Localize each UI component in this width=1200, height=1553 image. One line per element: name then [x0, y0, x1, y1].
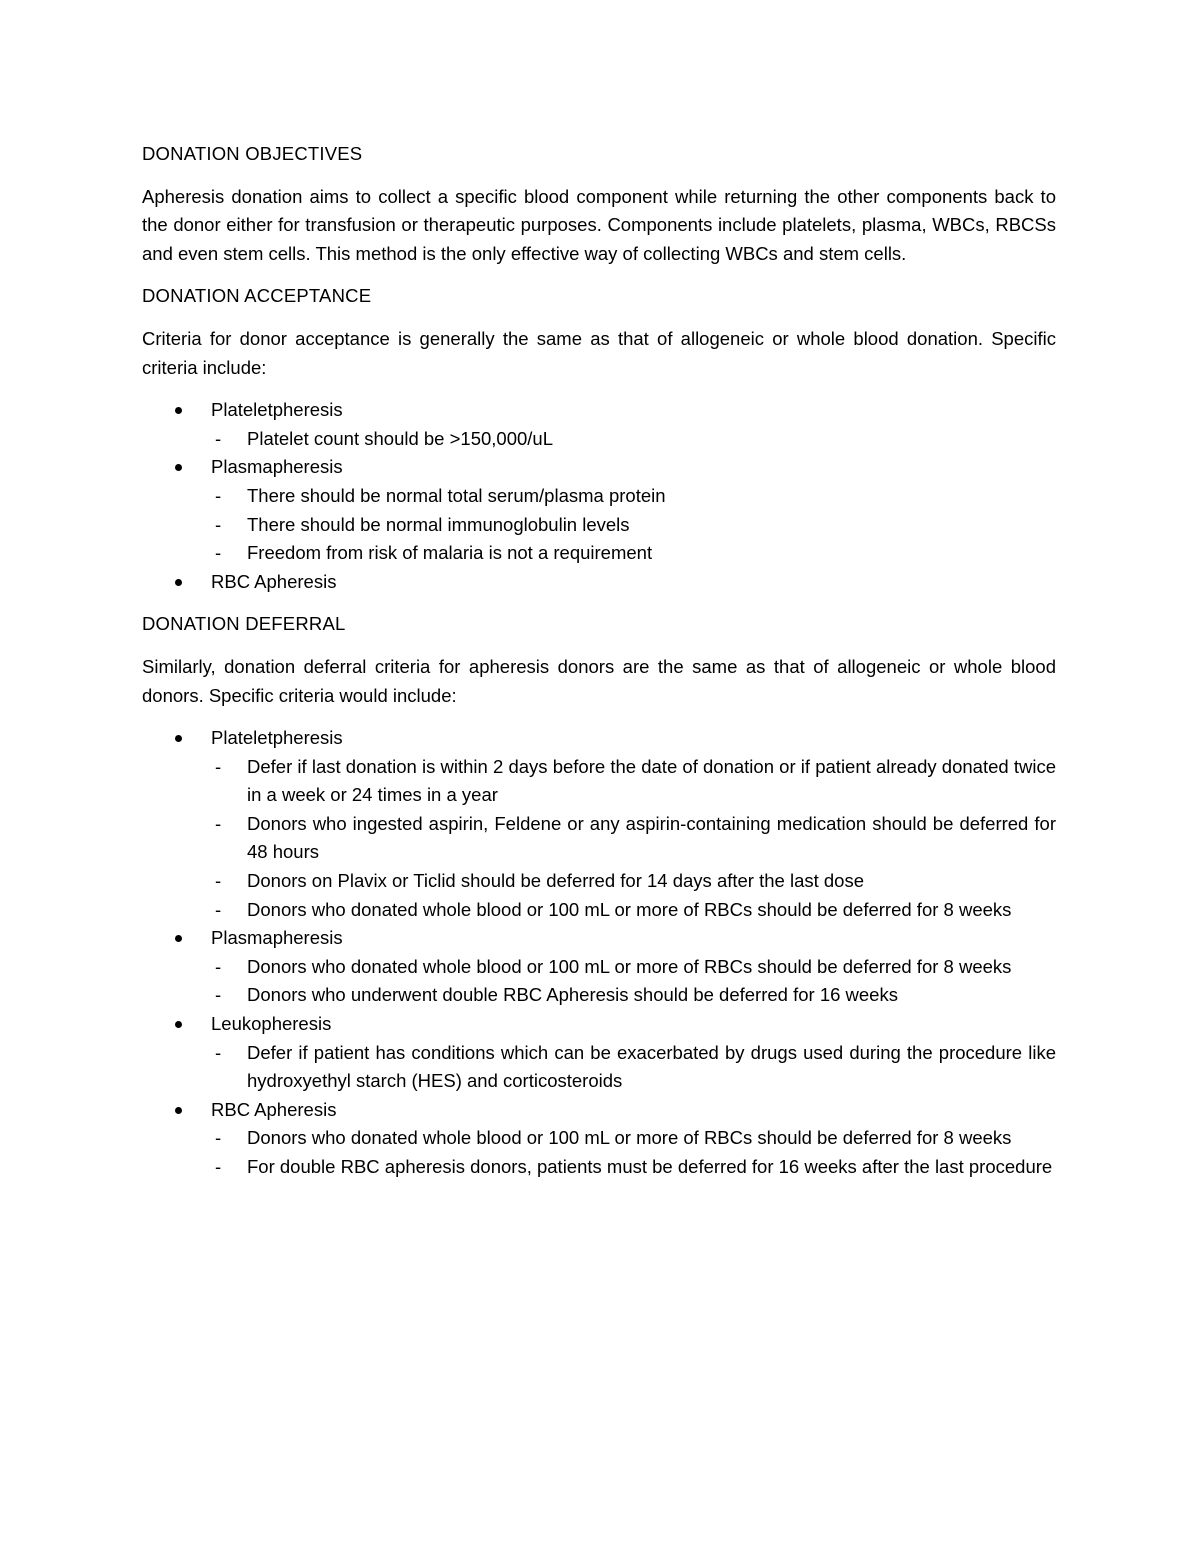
sub-item-text: Donors who underwent double RBC Apheresis should be deferred for 16 weeks [247, 984, 898, 1006]
section-paragraph: Apheresis donation aims to collect a specific blood component while returning the other components back to the donor either for transfusion or therapeutic purposes. Components include platelets, plasma, WBCs, RBCSs and even stem cells. This method is the only effective way of collecting WBCs and stem cells. [142, 185, 1056, 264]
bullet-dot-icon [175, 735, 182, 742]
bullet-label: Plateletpheresis [211, 727, 343, 749]
document-page [142, 140, 1056, 1196]
bullet-label: RBC Apheresis [211, 1098, 337, 1120]
dash-icon: - [215, 1127, 222, 1149]
sub-item-text: Defer if last donation is within 2 days before the date of donation or if patient already donated twice in a week or 24 times in a year [247, 755, 1056, 806]
dash-icon: - [215, 898, 222, 920]
dash-icon: - [215, 484, 222, 506]
sub-item-text: Donors who donated whole blood or 100 mL or more of RBCs should be deferred for 8 weeks [247, 1127, 1012, 1149]
bullet-dot-icon [175, 407, 182, 414]
dash-icon: - [215, 812, 222, 834]
dash-icon: - [215, 755, 222, 777]
sub-item [211, 981, 1056, 1010]
sub-list [211, 1124, 1056, 1181]
dash-icon: - [215, 870, 222, 892]
sub-item [211, 511, 1056, 540]
sub-item-text: Freedom from risk of malaria is not a requirement [247, 542, 653, 564]
sub-item [211, 1153, 1056, 1182]
bullet-item [142, 396, 1056, 453]
bullet-dot-icon [175, 464, 182, 471]
sub-item [211, 810, 1056, 867]
sub-item [211, 1039, 1056, 1096]
bullet-label: Plateletpheresis [211, 399, 343, 421]
bullet-dot-icon [175, 579, 182, 586]
section-heading: DONATION ACCEPTANCE [142, 285, 372, 307]
sub-item [211, 539, 1056, 568]
dash-icon: - [215, 427, 222, 449]
bullet-label: Plasmapheresis [211, 927, 343, 949]
sub-item-text: Donors on Plavix or Ticlid should be deferred for 14 days after the last dose [247, 870, 865, 892]
bullet-item [142, 1096, 1056, 1182]
bullet-item [142, 453, 1056, 567]
section-donation-deferral [142, 610, 1056, 1181]
bullet-list [142, 724, 1056, 1182]
sub-list [211, 753, 1056, 925]
bullet-label: Plasmapheresis [211, 456, 343, 478]
bullet-label: Leukopheresis [211, 1013, 332, 1035]
section-heading: DONATION OBJECTIVES [142, 143, 363, 164]
bullet-dot-icon [175, 1107, 182, 1114]
sub-item-text: Donors who ingested aspirin, Feldene or any aspirin-containing medication should be deferred for 48 hours [247, 812, 1056, 863]
sub-item [211, 753, 1056, 810]
bullet-list [142, 396, 1056, 596]
dash-icon: - [215, 1156, 222, 1177]
bullet-dot-icon [175, 1021, 182, 1028]
sub-item-text: Defer if patient has conditions which can be exacerbated by drugs used during the procedure like hydroxyethyl starch (HES) and corticosteroids [247, 1041, 1056, 1092]
bullet-label: RBC Apheresis [211, 570, 337, 592]
sub-item-text: Donors who donated whole blood or 100 mL or more of RBCs should be deferred for 8 weeks [247, 955, 1012, 977]
sub-item [211, 896, 1056, 925]
dash-icon: - [215, 542, 222, 564]
dash-icon: - [215, 513, 222, 535]
sub-item [211, 425, 1056, 454]
section-heading: DONATION DEFERRAL [142, 613, 346, 635]
sub-item-text: There should be normal immunoglobulin levels [247, 513, 630, 535]
sub-item [211, 867, 1056, 896]
sub-item-text: Platelet count should be >150,000/uL [247, 427, 554, 449]
sub-item [211, 953, 1056, 982]
sub-item [211, 1124, 1056, 1153]
sub-item-text: There should be normal total serum/plasma protein [247, 484, 666, 506]
section-paragraph: Criteria for donor acceptance is generally the same as that of allogeneic or whole blood donation. Specific criteria include: [142, 327, 1056, 378]
sub-list [211, 1039, 1056, 1096]
sub-item [211, 482, 1056, 511]
bullet-item [142, 1010, 1056, 1096]
bullet-item [142, 568, 1056, 597]
dash-icon: - [215, 984, 222, 1006]
section-paragraph: Similarly, donation deferral criteria for apheresis donors are the same as that of allogeneic or whole blood donors. Specific criteria would include: [142, 655, 1056, 706]
section-donation-acceptance [142, 282, 1056, 596]
sub-list [211, 425, 1056, 454]
sub-list [211, 482, 1056, 568]
dash-icon: - [215, 955, 222, 977]
bullet-item [142, 724, 1056, 924]
bullet-item [142, 924, 1056, 1010]
sub-item-text: For double RBC apheresis donors, patients must be deferred for 16 weeks after the last procedure [247, 1156, 1053, 1177]
section-donation-objectives [142, 140, 1056, 268]
sub-list [211, 953, 1056, 1010]
sub-item-text: Donors who donated whole blood or 100 mL or more of RBCs should be deferred for 8 weeks [247, 898, 1012, 920]
bullet-dot-icon [175, 935, 182, 942]
dash-icon: - [215, 1041, 222, 1063]
